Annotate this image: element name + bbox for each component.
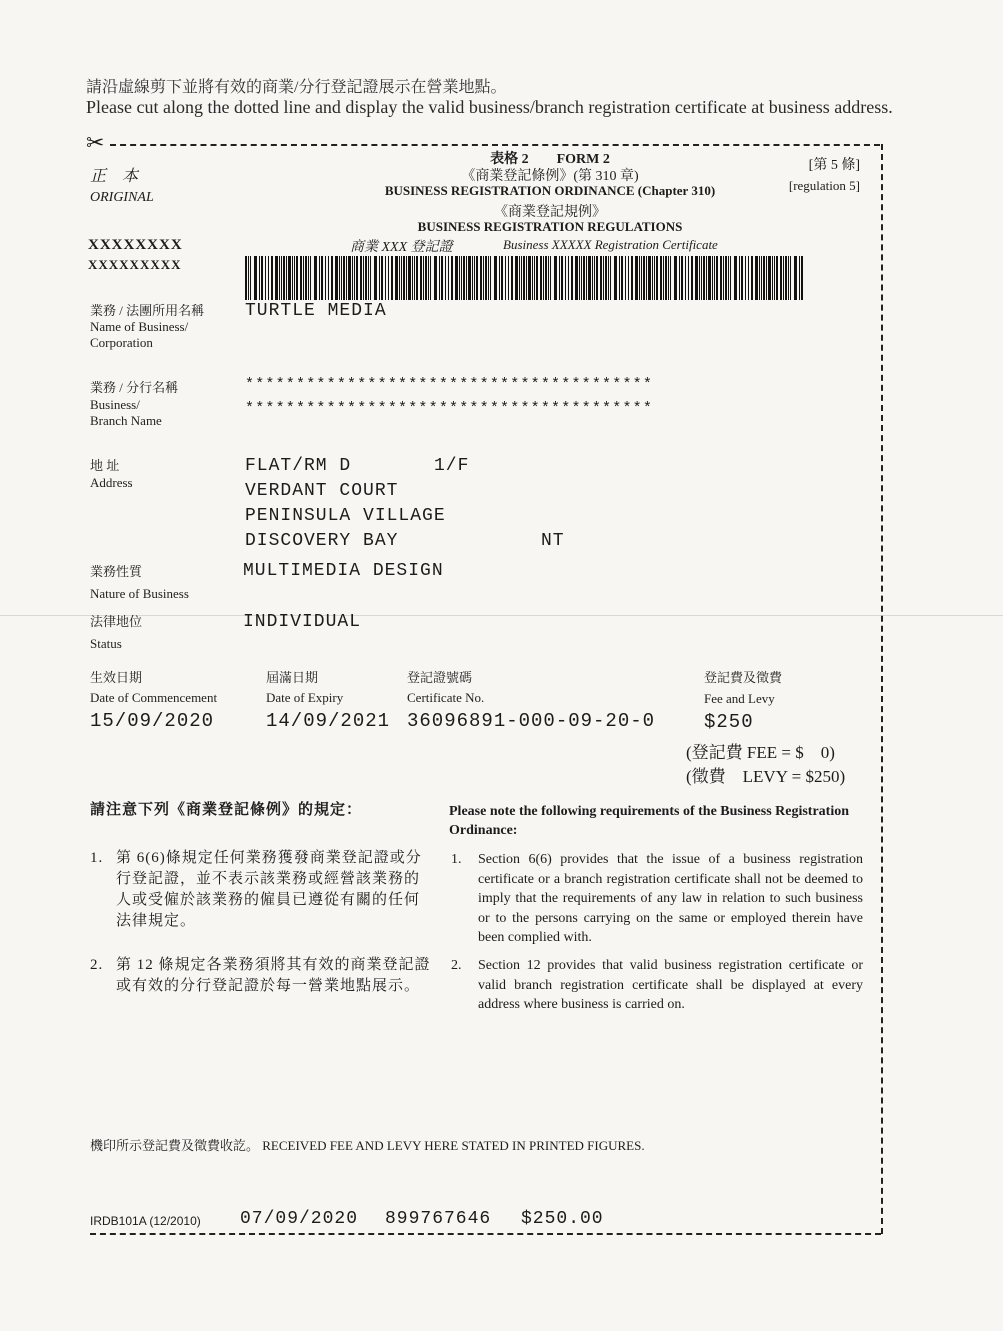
barcode-bar [794,256,797,300]
barcode-bar [416,256,418,300]
address-line1: FLAT/RM D [245,456,352,476]
barcode-bar [772,256,773,300]
barcode-bar [646,256,647,300]
barcode-bar [283,256,285,300]
ordinance-title-zh: 《商業登記條例》(第 310 章) [461,169,639,184]
cut-line-bottom [90,1233,881,1235]
barcode-bar [734,256,737,300]
barcode-bar [586,256,587,300]
name-label-zh: 業務 / 法團所用名稱 [90,303,205,318]
barcode-bar [370,256,371,300]
status-value: INDIVIDUAL [243,612,362,632]
barcode-bar [511,256,513,300]
form-code: IRDB101A (12/2010) [90,1214,201,1228]
barcode-bar [275,256,278,300]
original-label-en: ORIGINAL [90,190,154,205]
barcode-bar [550,256,551,300]
barcode-bar [594,256,595,300]
barcode-bar [780,256,782,300]
barcode-bar [325,256,326,300]
barcode-bar [519,256,520,300]
note1-text-zh: 第 6(6)條規定任何業務獲發商業登記證或分行登記證，並不表示該業務或經營該業務的人或受僱於該業務的僱員已遵從有關的任何法律規定。 [116,850,422,929]
branch-label-en-line2: Branch Name [90,413,162,428]
barcode-bar [474,256,475,300]
barcode-bar [526,256,527,300]
barcode-bar [785,256,787,300]
barcode-bar [596,256,598,300]
expiry-label-zh: 屆滿日期 [266,670,319,685]
barcode-bar [799,256,800,300]
barcode-bar [406,256,407,300]
barcode-bar [660,256,662,300]
cut-line-right [881,144,883,1234]
address-line4: DISCOVERY BAY [245,531,399,551]
note1-text-en: Section 6(6) provides that the issue of a business registration certificate or a branch registration certificate shall not be deemed to imply that the requirements of any law in relation to such business or to the persons carrying on the same or employed therein have been complied with. [478,852,863,945]
notes-heading-en: Please note the following requirements of the Business Registration Ordinance: [449,804,850,838]
barcode-bar [360,256,362,300]
barcode-bar [528,256,531,300]
section-ref-en: [regulation 5] [788,178,860,193]
barcode-bar [348,256,351,300]
barcode-bar [286,256,287,300]
barcode-bar [428,256,429,300]
barcode-bar [501,256,503,300]
barcode-bar [628,256,629,300]
barcode-bar [379,256,380,300]
barcode-bar [388,256,389,300]
barcode-bar [288,256,291,300]
branch-name-value-line1: **************************************** [245,376,654,393]
barcode-bar [363,256,364,300]
barcode-bar [643,256,645,300]
barcode-bar [739,256,740,300]
address-floor: 1/F [434,456,470,476]
levy-breakdown: (徵費 LEVY = $250) [686,767,846,786]
barcode-bar [261,256,263,300]
commencement-date-value: 15/09/2020 [90,710,215,732]
barcode-bar [401,256,402,300]
barcode-bar [321,256,323,300]
barcode-bar [259,256,260,300]
barcode-bar [685,256,686,300]
receipt-date: 07/09/2020 [240,1209,359,1229]
barcode-bar [745,256,746,300]
address-region: NT [541,531,565,551]
barcode-bar [494,256,497,300]
barcode-bar [476,256,478,300]
barcode-bar [554,256,557,300]
barcode-bar [250,256,251,300]
nature-of-business-value: MULTIMEDIA DESIGN [243,561,444,581]
address-label-en: Address [90,475,133,490]
certificate-title-zh: 商業 XXX 登記證 [350,240,453,255]
barcode-bar [461,256,462,300]
barcode-bar [483,256,484,300]
note2-number-en: 2. [451,958,462,973]
barcode-bar [305,256,307,300]
receipt-number: 899767646 [385,1209,492,1229]
barcode-bar [328,256,329,300]
barcode-bar [559,256,560,300]
barcode-bar [774,256,775,300]
fold-line [0,615,1003,616]
barcode-bar [641,256,642,300]
barcode-bar [254,256,257,300]
barcode-bar [391,256,393,300]
barcode-bar [296,256,298,300]
ordinance-title-en: BUSINESS REGISTRATION ORDINANCE (Chapter 310) [384,183,716,198]
barcode-bar [783,256,784,300]
barcode-bar [466,256,467,300]
barcode-bar [248,256,249,300]
note1-number-zh: 1. [90,850,104,866]
nature-label-en: Nature of Business [90,586,189,601]
barcode-bar [759,256,760,300]
barcode-bar [403,256,405,300]
fee-label-zh: 登記費及徵費 [704,670,783,685]
barcode-bar [755,256,758,300]
barcode-bar [790,256,791,300]
barcode-bar [505,256,506,300]
barcode-bar [701,256,702,300]
barcode-bar [614,256,617,300]
barcode-bar [445,256,446,300]
barcode-bar [610,256,611,300]
redacted-code-line1: XXXXXXXX [88,237,183,253]
name-label-en-line1: Name of Business/ [90,319,189,334]
barcode-bar [441,256,443,300]
redacted-code-line2: XXXXXXXXX [88,257,182,272]
barcode-bar [515,256,518,300]
expiry-date-value: 14/09/2021 [266,710,391,732]
barcode-bar [439,256,440,300]
barcode-bar [508,256,509,300]
barcode-bar [354,256,355,300]
receipt-amount: $250.00 [521,1209,604,1229]
barcode-bar [420,256,422,300]
barcode-bar [714,256,715,300]
barcode-bar [656,256,658,300]
barcode-bar [571,256,573,300]
barcode-bar [668,256,669,300]
barcode-bar [670,256,671,300]
barcode-bar [300,256,302,300]
barcode-bar [303,256,304,300]
barcode-bar [536,256,538,300]
original-label-zh: 正 本 [90,168,139,185]
barcode-bar [679,256,680,300]
barcode-bar [768,256,771,300]
barcode-bar [399,256,400,300]
scissors-icon: ✂ [86,131,105,156]
barcode-bar [708,256,711,300]
barcode-bar [463,256,465,300]
cut-instruction-zh: 請沿虛線剪下並將有效的商業/分行登記證展示在營業地點。 [86,79,507,96]
barcode-bar [608,256,609,300]
barcode-bar [706,256,707,300]
barcode-bar [468,256,471,300]
barcode-bar [408,256,411,300]
barcode-bar [279,256,280,300]
barcode-bar [341,256,342,300]
barcode-bar [381,256,383,300]
barcode-bar [521,256,522,300]
barcode-bar [281,256,282,300]
certificate-title-en: Business XXXXX Registration Certificate [503,237,718,252]
address-line2: VERDANT COURT [245,481,399,501]
certificate-no-label-zh: 登記證號碼 [407,670,473,685]
barcode-bar [368,256,369,300]
barcode-bar [688,256,689,300]
barcode-bar [455,256,458,300]
barcode-bar [339,256,340,300]
barcode-bar [548,256,549,300]
barcode-bar [720,256,722,300]
barcode-bar [648,256,651,300]
barcode-bar [600,256,602,300]
barcode-bar [534,256,535,300]
barcode-bar [385,256,386,300]
branch-name-value-line2: **************************************** [245,400,654,417]
barcode-bar [652,256,653,300]
barcode-bar [485,256,487,300]
barcode-bar [639,256,640,300]
barcode-bar [625,256,626,300]
barcode-bar [801,256,803,300]
form-number: 表格 2 FORM 2 [490,152,610,167]
certificate-no-label-en: Certificate No. [407,690,485,705]
barcode-bar [356,256,358,300]
notes-heading-zh: 請注意下列《商業登記條例》的規定： [90,802,363,818]
barcode-bar [741,256,743,300]
barcode-bar [414,256,415,300]
barcode-bar [545,256,547,300]
barcode-bar [695,256,698,300]
note2-text-zh: 第 12 條規定各業務須將其有效的商業登記證或有效的分行登記證於每一營業地點展示。 [116,957,431,994]
barcode-bar [681,256,683,300]
barcode-bar [319,256,320,300]
barcode-bar [451,256,453,300]
barcode-bar [579,256,580,300]
barcode-bar [265,256,266,300]
barcode-bar [761,256,762,300]
barcode-bar [523,256,525,300]
barcode-bar [423,256,424,300]
barcode-bar [663,256,664,300]
branch-label-zh: 業務 / 分行名稱 [90,380,179,395]
barcode-bar [619,256,620,300]
barcode-bar [635,256,638,300]
barcode-bar [434,256,437,300]
barcode-bar [588,256,591,300]
business-name-value: TURTLE MEDIA [245,301,387,321]
barcode-bar [583,256,585,300]
barcode-bar [448,256,449,300]
barcode-bar [712,256,713,300]
barcode-bar [751,256,753,300]
barcode-bar [395,256,398,300]
barcode-bar [763,256,765,300]
barcode-bar [723,256,724,300]
barcode-bar [621,256,623,300]
cut-line-top [110,144,880,146]
barcode-bar [472,256,473,300]
status-label-zh: 法律地位 [90,614,143,629]
barcode-bar [292,256,293,300]
barcode-bar [691,256,693,300]
barcode-bar [788,256,789,300]
barcode-bar [543,256,544,300]
barcode-bar [314,256,317,300]
cut-instruction-en: Please cut along the dotted line and display the valid business/branch registration certificate at business address. [86,97,893,117]
note2-number-zh: 2. [90,957,104,973]
barcode-bar [631,256,633,300]
barcode-bar [268,256,269,300]
barcode-bar [766,256,767,300]
barcode-bar [430,256,431,300]
note2-text-en: Section 12 provides that valid business registration certificate or valid branch registration certificate shall be displayed at every address where business is carried on. [478,958,863,1012]
barcode-bar [331,256,333,300]
barcode-bar [459,256,460,300]
name-label-en-line2: Corporation [90,335,153,350]
barcode-bar [245,256,247,300]
barcode-bar [540,256,542,300]
barcode-bar [603,256,604,300]
fee-breakdown: (登記費 FEE = $ 0) [686,743,835,762]
barcode-bar [343,256,345,300]
commencement-label-en: Date of Commencement [90,690,218,705]
barcode-bar [488,256,489,300]
barcode-bar [412,256,413,300]
barcode-bar [335,256,338,300]
fee-label-en: Fee and Levy [704,691,775,706]
fee-total-value: $250 [704,711,754,733]
barcode-bar [499,256,500,300]
nature-label-zh: 業務性質 [90,564,143,579]
barcode-bar [730,256,731,300]
barcode-bar [605,256,607,300]
address-label-zh: 地 址 [90,458,120,473]
barcode-bar [568,256,569,300]
barcode-bar [346,256,347,300]
commencement-label-zh: 生效日期 [90,670,143,685]
section-ref-zh: [第 5 條] [808,158,860,173]
barcode-bar [728,256,729,300]
expiry-label-en: Date of Expiry [266,690,344,705]
certificate-no-value: 36096891-000-09-20-0 [407,710,656,732]
barcode-bar [575,256,578,300]
barcode-bar [352,256,353,300]
branch-label-en-line1: Business/ [90,397,140,412]
barcode-bar [674,256,677,300]
status-label-en: Status [90,636,122,651]
barcode-bar [725,256,727,300]
barcode-bar [776,256,778,300]
barcode-bar [748,256,749,300]
address-line3: PENINSULA VILLAGE [245,506,446,526]
barcode-bar [654,256,655,300]
regulations-title-en: BUSINESS REGISTRATION REGULATIONS [417,219,683,234]
barcode-bar [581,256,582,300]
note1-number-en: 1. [451,852,462,867]
barcode-bar [308,256,309,300]
received-statement: 機印所示登記費及徵費收訖。 RECEIVED FEE AND LEVY HERE STATED IN PRINTED FIGURES. [90,1138,645,1153]
barcode-bar [592,256,593,300]
barcode-bar [425,256,427,300]
barcode-bar [665,256,667,300]
barcode-bar [716,256,718,300]
barcode-bar [490,256,491,300]
barcode-bar [699,256,700,300]
barcode-bar [271,256,273,300]
barcode-bar [365,256,367,300]
barcode-bar [565,256,566,300]
barcode-bar [374,256,377,300]
barcode-bar [480,256,482,300]
barcode-bar [532,256,533,300]
barcode-bar [294,256,295,300]
barcode [245,256,810,300]
barcode-bar [703,256,705,300]
barcode-bar [310,256,311,300]
regulations-title-zh: 《商業登記規例》 [494,205,606,220]
barcode-bar [561,256,563,300]
